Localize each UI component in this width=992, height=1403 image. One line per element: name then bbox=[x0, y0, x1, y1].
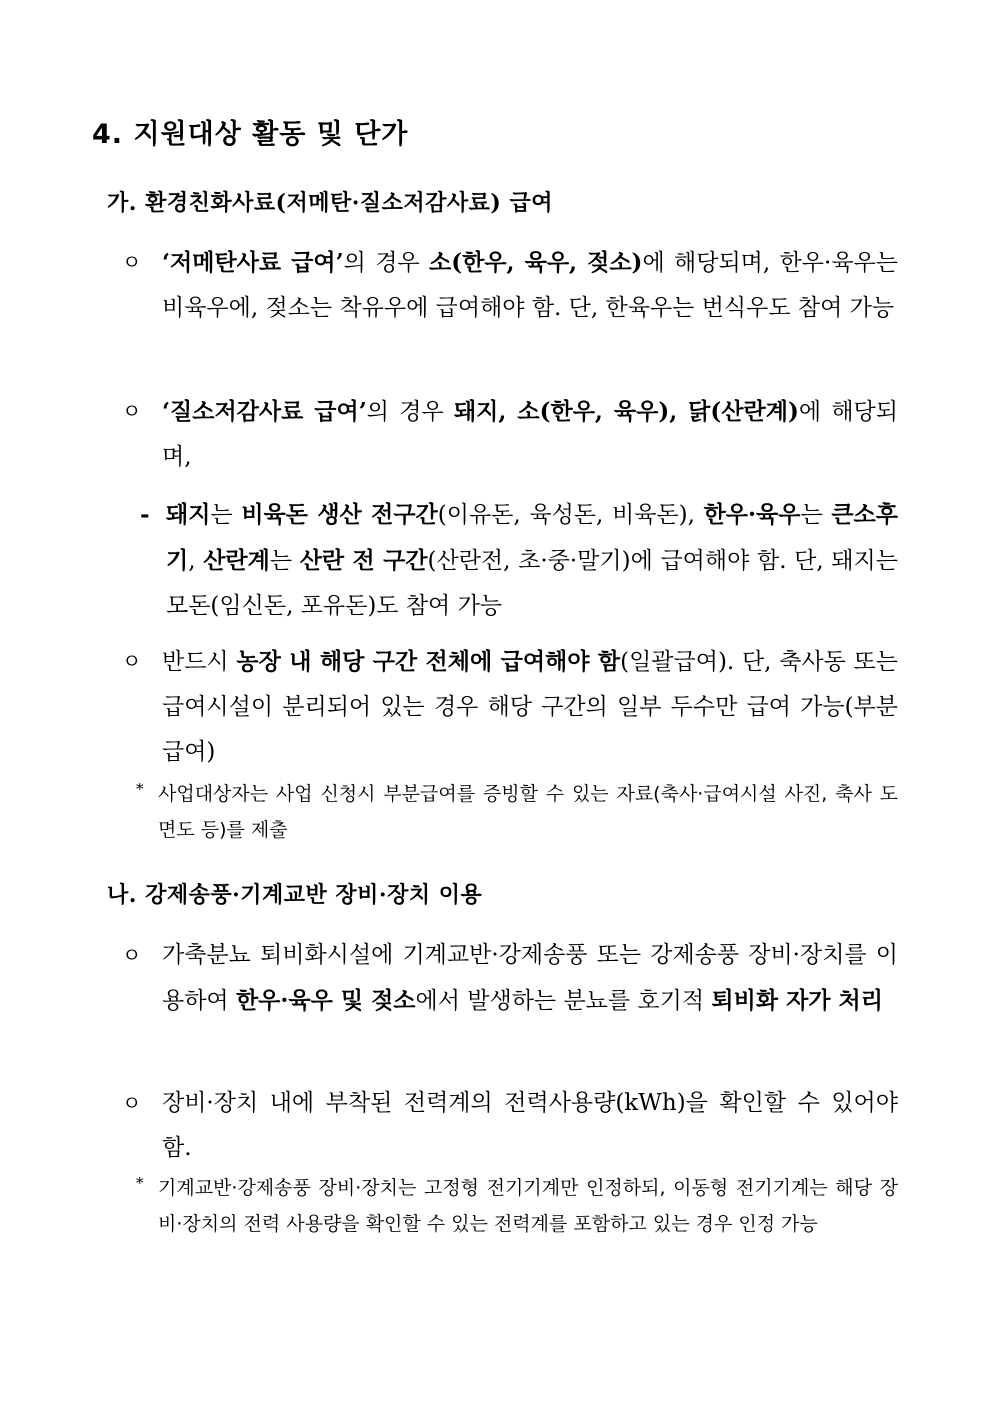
dash-bullet-icon: - bbox=[140, 501, 150, 528]
emphasis: 돼지, 소(한우, 육우), 닭(산란계) bbox=[453, 398, 799, 425]
subsection-a-title: 가. 환경친화사료(저메탄·질소저감사료) 급여 bbox=[107, 190, 553, 216]
dash-item-a2-text: 돼지는 비육돈 생산 전구간(이유돈, 육성돈, 비육돈), 한우·육우는 큰소후기, 산란계는 산란 전 구간(산란전, 초·중·말기)에 급여해야 함. 단, 돼지는 모돈(임신돈, 포유돈)도 참여 가능 bbox=[166, 501, 898, 619]
emphasis: ‘저메탄사료 급여’ bbox=[162, 249, 344, 276]
note-b bbox=[136, 1170, 898, 1242]
emphasis: ‘질소저감사료 급여’ bbox=[162, 398, 367, 425]
dash-item-a2 bbox=[140, 492, 898, 629]
bullet-a3 bbox=[122, 639, 898, 775]
emphasis: 농장 내 해당 구간 전체에 급여해야 함 bbox=[236, 648, 621, 675]
circle-bullet-icon: ㅇ bbox=[122, 250, 142, 274]
bullet-b2 bbox=[122, 1081, 898, 1171]
note-b-text: 기계교반·강제송풍 장비·장치는 고정형 전기기계만 인정하되, 이동형 전기기계는 해당 장비·장치의 전력 사용량을 확인할 수 있는 전력계를 포함하고 있는 경우 인정 가능 bbox=[158, 1177, 898, 1235]
emphasis: 소(한우, 육우, 젖소) bbox=[429, 249, 643, 276]
bullet-a3-text: 반드시 농장 내 해당 구간 전체에 급여해야 함(일괄급여). 단, 축사동 또는 급여시설이 분리되어 있는 경우 해당 구간의 일부 두수만 급여 가능(부분급여) bbox=[162, 648, 898, 765]
bullet-a2-text: ‘질소저감사료 급여’의 경우 돼지, 소(한우, 육우), 닭(산란계)에 해당되며, bbox=[162, 398, 898, 470]
bullet-a2 bbox=[122, 389, 898, 480]
note-a bbox=[136, 776, 898, 848]
note-a-text: 사업대상자는 사업 신청시 부분급여를 증빙할 수 있는 자료(축사·급여시설 사진, 축사 도면도 등)를 제출 bbox=[158, 783, 898, 841]
circle-bullet-icon: ㅇ bbox=[122, 1091, 142, 1115]
circle-bullet-icon: ㅇ bbox=[122, 943, 142, 967]
asterisk-icon: * bbox=[136, 780, 144, 798]
asterisk-icon: * bbox=[136, 1174, 144, 1192]
bullet-b2-text: 장비·장치 내에 부착된 전력계의 전력사용량(kWh)을 확인할 수 있어야 함. bbox=[162, 1090, 898, 1161]
emphasis: 한우·육우 및 젖소 bbox=[235, 987, 416, 1014]
emphasis: 퇴비화 자가 처리 bbox=[711, 987, 883, 1014]
bullet-b1-text: 가축분뇨 퇴비화시설에 기계교반·강제송풍 또는 강제송풍 장비·장치를 이용하여 한우·육우 및 젖소에서 발생하는 분뇨를 호기적 퇴비화 자가 처리 bbox=[162, 942, 898, 1014]
subsection-b-title: 나. 강제송풍·기계교반 장비·장치 이용 bbox=[107, 882, 483, 908]
bullet-a1-text: ‘저메탄사료 급여’의 경우 소(한우, 육우, 젖소)에 해당되며, 한우·육우는 비육우에, 젖소는 착유우에 급여해야 함. 단, 한육우는 번식우도 참여 가능 bbox=[162, 249, 898, 321]
section-heading: 4. 지원대상 활동 및 단가 bbox=[92, 119, 409, 150]
circle-bullet-icon: ㅇ bbox=[122, 399, 142, 423]
bullet-b1 bbox=[122, 933, 898, 1024]
circle-bullet-icon: ㅇ bbox=[122, 649, 142, 673]
bullet-a1 bbox=[122, 240, 898, 331]
